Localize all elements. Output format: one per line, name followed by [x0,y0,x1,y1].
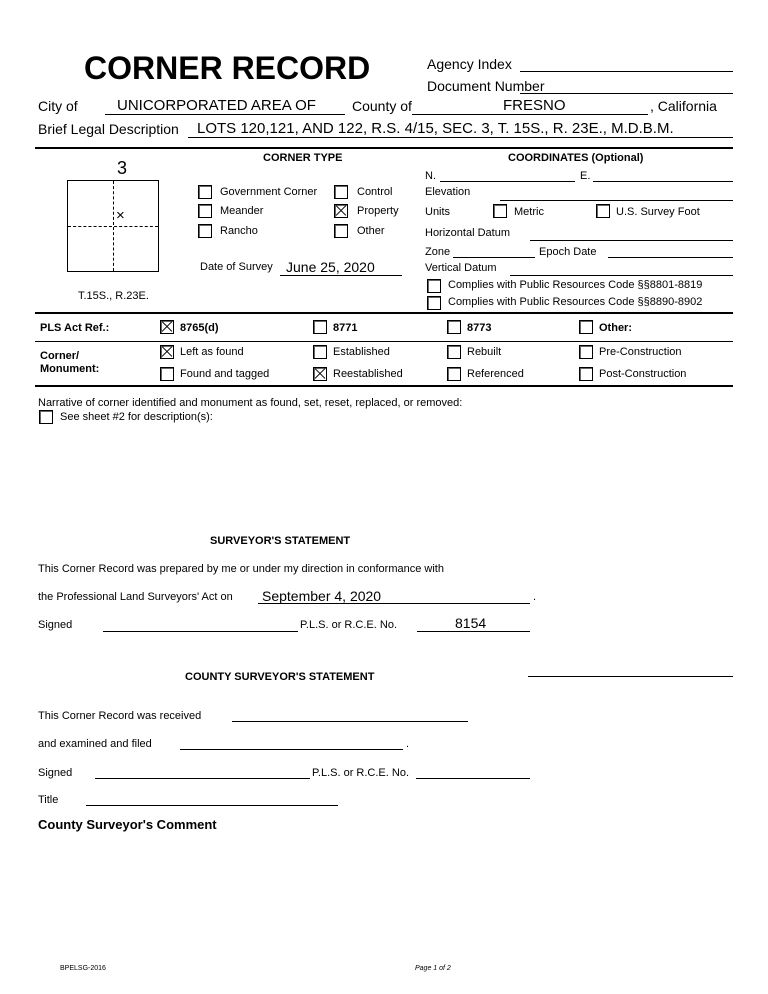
date-of-survey-label: Date of Survey [200,261,273,273]
label-see-sheet-2: See sheet #2 for description(s): [60,411,213,423]
corner-monument-label-2: Monument: [40,363,100,375]
document-number-label: Document Number [427,78,545,94]
state-label: , California [650,98,717,114]
date-line [280,275,402,276]
n-label: N. [425,170,436,182]
surveyor-statement-text: This Corner Record was prepared by me or under my direction in conformance with [38,563,444,575]
checkbox-metric[interactable] [493,204,507,218]
checkbox-rancho[interactable] [198,224,212,238]
label-control: Control [357,186,393,198]
checkbox-pre-construction[interactable] [579,345,593,359]
checkbox-other-ref[interactable] [579,320,593,334]
label-government-corner: Government Corner [220,186,318,198]
county-signed-label: Signed [38,767,73,779]
label-property: Property [357,205,399,217]
checkbox-8765d[interactable] [160,320,174,334]
label-us-survey-foot: U.S. Survey Foot [616,206,700,218]
checkbox-complies-8801[interactable] [427,279,441,293]
e-field[interactable] [593,181,733,182]
pls-number-label: P.L.S. or R.C.E. No. [300,619,398,631]
pls-line [417,631,530,632]
section-number: 3 [117,158,128,178]
n-field[interactable] [440,181,575,182]
checkbox-established[interactable] [313,345,327,359]
horizontal-datum-field[interactable] [530,240,733,241]
label-reestablished: Reestablished [333,368,403,380]
county-stamp-line [528,676,733,677]
narrative-label: Narrative of corner identified and monument as found, set, reset, replaced, or removed: [38,397,463,409]
legal-line [188,137,733,138]
title-field[interactable] [86,805,338,806]
city-line [105,114,345,115]
epoch-date-label: Epoch Date [539,246,597,258]
county-line [412,114,648,115]
corner-mark: × [116,207,125,224]
label-8771: 8771 [333,322,358,334]
label-established: Established [333,346,390,358]
coordinates-heading: COORDINATES (Optional) [508,152,644,164]
county-signature-field[interactable] [95,778,310,779]
received-field[interactable] [232,721,468,722]
title-label: Title [38,794,59,806]
page-title: CORNER RECORD [84,50,371,86]
agency-index-label: Agency Index [427,56,512,72]
checkbox-see-sheet-2[interactable] [39,410,53,424]
agency-index-field[interactable] [520,71,733,72]
pls-act-label: PLS Act Ref.: [40,322,110,334]
county-comment-label: County Surveyor's Comment [38,817,217,832]
label-rancho: Rancho [220,225,258,237]
filed-label: and examined and filed [38,738,152,750]
divider [35,341,733,342]
divider [35,147,733,149]
city-label: City of [38,98,78,114]
checkbox-meander[interactable] [198,204,212,218]
label-referenced: Referenced [467,368,524,380]
date-of-survey-value[interactable]: June 25, 2020 [286,259,375,275]
page-number: Page 1 of 2 [415,965,451,972]
divider [35,385,733,387]
label-meander: Meander [220,205,264,217]
divider [35,312,733,314]
label-metric: Metric [514,206,544,218]
label-pre-construction: Pre-Construction [599,346,682,358]
checkbox-found-and-tagged[interactable] [160,367,174,381]
checkbox-control[interactable] [334,185,348,199]
label-8765d: 8765(d) [180,322,219,334]
county-pls-label: P.L.S. or R.C.E. No. [312,767,410,779]
legal-description-label: Brief Legal Description [38,121,179,137]
corner-monument-label: Corner/ [40,350,80,362]
label-complies-8890: Complies with Public Resources Code §§8890-8902 [448,296,703,308]
zone-field[interactable] [453,257,535,258]
surveyor-signature-field[interactable] [103,631,298,632]
label-other: Other [357,225,385,237]
elevation-field[interactable] [500,200,733,201]
label-8773: 8773 [467,322,492,334]
checkbox-referenced[interactable] [447,367,461,381]
checkbox-other[interactable] [334,224,348,238]
county-value[interactable]: FRESNO [503,97,566,114]
legal-description-value[interactable]: LOTS 120,121, AND 122, R.S. 4/15, SEC. 3, T. 15S., R. 23E., M.D.B.M. [197,120,674,137]
label-other-ref: Other: [599,322,632,334]
period: . [406,738,410,750]
county-statement-heading: COUNTY SURVEYOR'S STATEMENT [185,671,375,683]
pls-number-value[interactable]: 8154 [455,615,487,631]
checkbox-8771[interactable] [313,320,327,334]
label-rebuilt: Rebuilt [467,346,502,358]
elevation-label: Elevation [425,186,471,198]
label-post-construction: Post-Construction [599,368,687,380]
checkbox-rebuilt[interactable] [447,345,461,359]
section-sketch [67,180,159,272]
city-value[interactable]: UNICORPORATED AREA OF [117,97,316,114]
surveyor-date-value[interactable]: September 4, 2020 [262,588,382,604]
period: . [533,591,537,603]
checkbox-left-as-found[interactable] [160,345,174,359]
filed-field[interactable] [180,749,403,750]
epoch-date-field[interactable] [608,257,733,258]
surveyor-statement-heading: SURVEYOR'S STATEMENT [210,535,351,547]
checkbox-complies-8890[interactable] [427,296,441,310]
checkbox-property[interactable] [334,204,348,218]
checkbox-us-survey-foot[interactable] [596,204,610,218]
e-label: E. [580,170,591,182]
checkbox-post-construction[interactable] [579,367,593,381]
label-left-as-found: Left as found [180,346,244,358]
township-range: T.15S., R.23E. [78,290,149,302]
county-label: County of [352,98,412,114]
vertical-datum-label: Vertical Datum [425,262,497,274]
zone-label: Zone [425,246,451,258]
units-label: Units [425,206,451,218]
document-number-field[interactable] [520,93,733,94]
label-found-and-tagged: Found and tagged [180,368,270,380]
county-pls-field[interactable] [416,778,530,779]
checkbox-8773[interactable] [447,320,461,334]
corner-type-heading: CORNER TYPE [263,152,343,164]
vertical-datum-field[interactable] [510,275,733,276]
surveyor-act-text: the Professional Land Surveyors' Act on [38,591,233,603]
label-complies-8801: Complies with Public Resources Code §§8801-8819 [448,279,703,291]
received-label: This Corner Record was received [38,710,202,722]
signed-label: Signed [38,619,73,631]
checkbox-reestablished[interactable] [313,367,327,381]
form-id: BPELSG-2016 [60,965,106,972]
checkbox-government-corner[interactable] [198,185,212,199]
horizontal-datum-label: Horizontal Datum [425,227,510,239]
